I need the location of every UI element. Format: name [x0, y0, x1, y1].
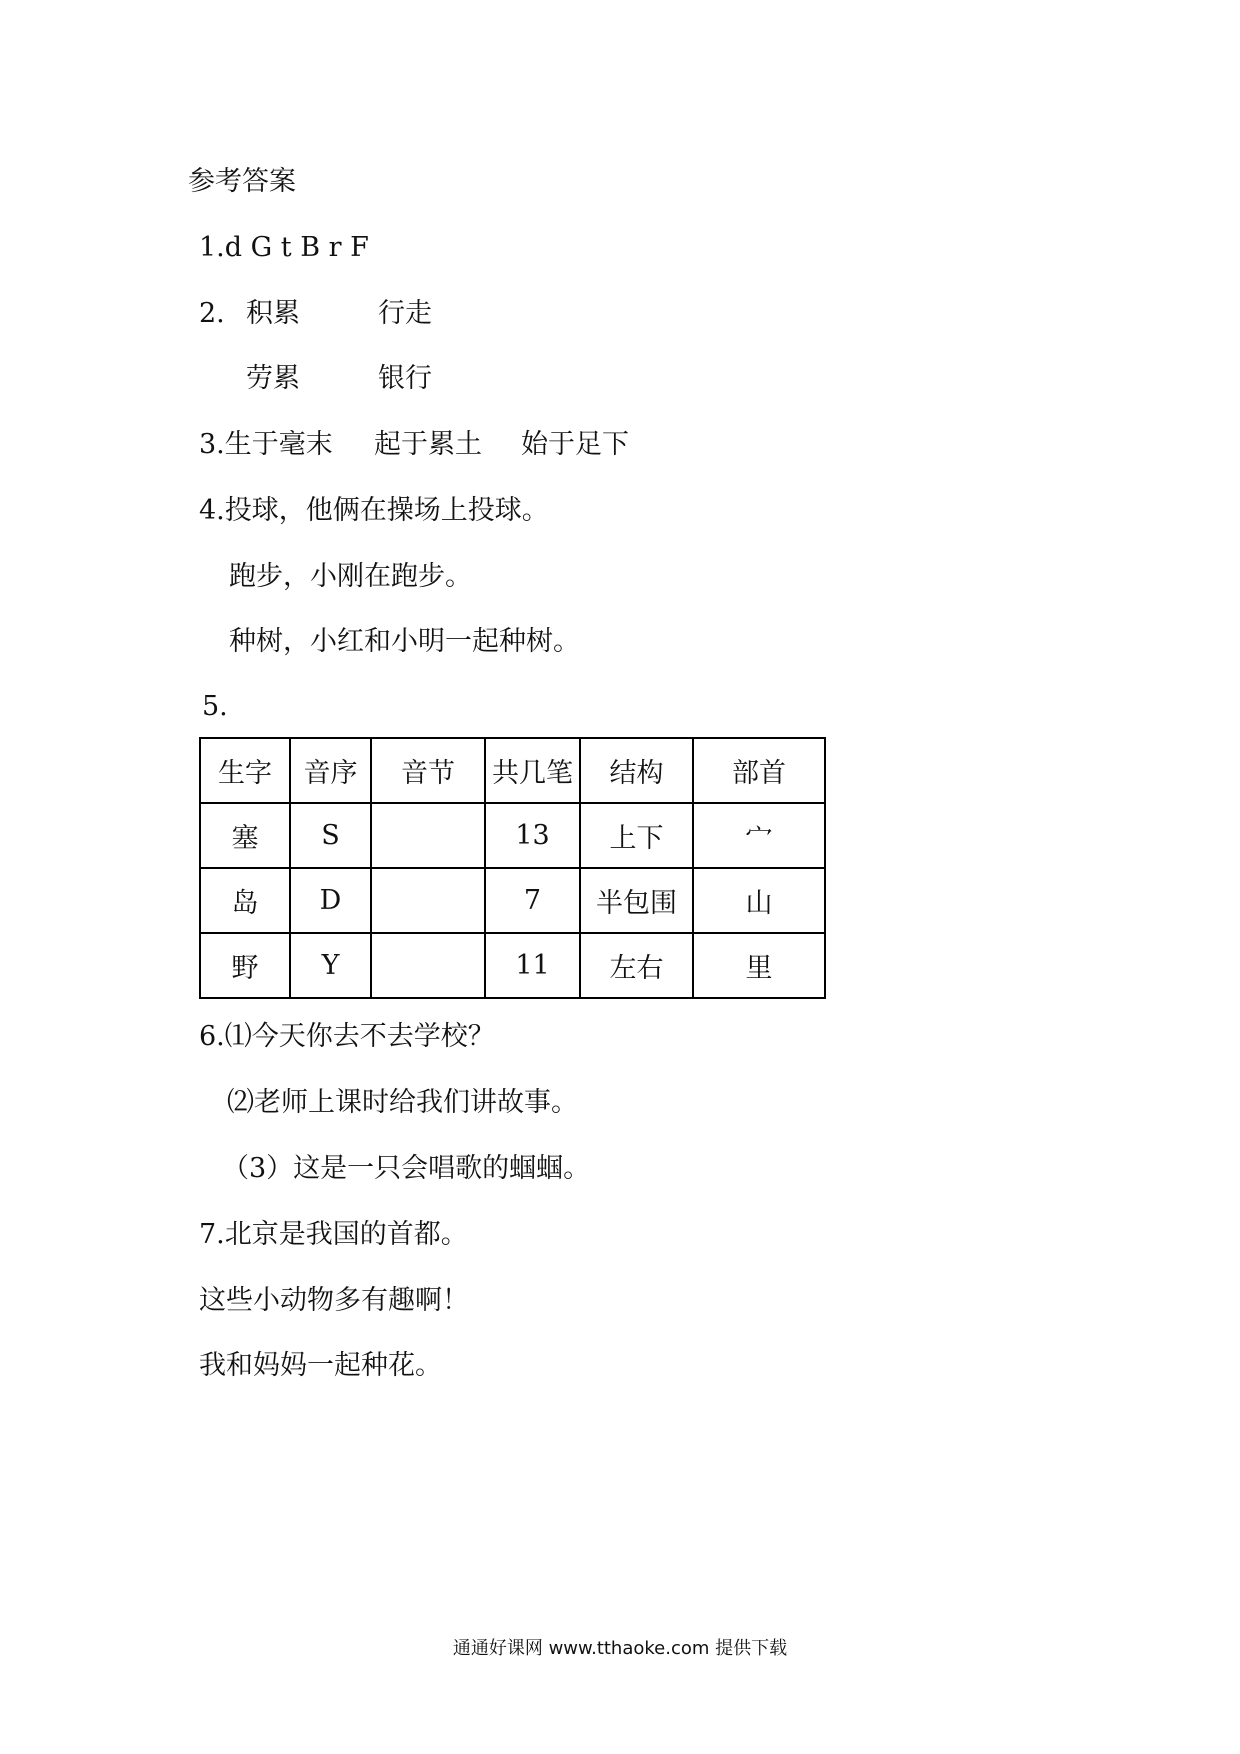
table-header-cell: 音节 — [371, 738, 485, 803]
table-cell: 宀 — [693, 803, 825, 868]
table-header-cell: 结构 — [580, 738, 693, 803]
table-row — [200, 803, 825, 868]
table-cell: 岛 — [200, 868, 290, 933]
table-cell: S — [290, 803, 371, 868]
table-cell: 7 — [485, 868, 580, 933]
table-cell — [371, 803, 485, 868]
table-header-row — [200, 738, 825, 803]
table-cell: 野 — [200, 933, 290, 998]
table-cell: 11 — [485, 933, 580, 998]
table-cell — [371, 868, 485, 933]
answer-2-word: 积累 — [246, 298, 300, 329]
answer-4-line: 种树，小红和小明一起种树。 — [229, 626, 580, 657]
doc-title: 参考答案 — [188, 166, 296, 197]
table-header-cell: 音序 — [290, 738, 371, 803]
answer-7-line: 我和妈妈一起种花。 — [199, 1350, 442, 1381]
answer-4-line: 跑步，小刚在跑步。 — [229, 561, 472, 592]
table-cell: Y — [290, 933, 371, 998]
answer-6-line: （3）这是一只会唱歌的蝈蝈。 — [222, 1153, 591, 1184]
answer-7-line: 7.北京是我国的首都。 — [199, 1219, 468, 1250]
table-header-cell: 生字 — [200, 738, 290, 803]
table-cell: 13 — [485, 803, 580, 868]
answer-7-line: 这些小动物多有趣啊！ — [199, 1285, 469, 1316]
answer-2-number: 2. — [199, 298, 225, 329]
answer-2-word: 行走 — [378, 298, 432, 329]
answer-3-part: 起于累土 — [374, 429, 482, 460]
answer-5-label: 5. — [202, 691, 228, 722]
answer-2-word: 银行 — [378, 363, 432, 394]
answer-4-line: 4.投球，他俩在操场上投球。 — [199, 495, 549, 526]
answer-1: 1.d G t B r F — [199, 232, 369, 263]
table-header-cell: 部首 — [693, 738, 825, 803]
table-cell: 左右 — [580, 933, 693, 998]
table-cell: 山 — [693, 868, 825, 933]
footer-credit: 通通好课网 www.tthaoke.com 提供下载 — [452, 1638, 788, 1659]
table-cell: 上下 — [580, 803, 693, 868]
table-cell: 半包围 — [580, 868, 693, 933]
table-cell: 里 — [693, 933, 825, 998]
answer-2-word: 劳累 — [246, 363, 300, 394]
table-cell — [371, 933, 485, 998]
table-header-cell: 共几笔 — [485, 738, 580, 803]
table-cell: D — [290, 868, 371, 933]
answer-3-part: 始于足下 — [521, 429, 629, 460]
table-row — [200, 868, 825, 933]
answer-6-line: 6.⑴今天你去不去学校？ — [199, 1021, 495, 1052]
table-cell: 塞 — [200, 803, 290, 868]
table-row — [200, 933, 825, 998]
answer-3-part: 3.生于毫末 — [199, 429, 333, 460]
character-table — [199, 737, 826, 999]
answer-6-line: ⑵老师上课时给我们讲故事。 — [227, 1087, 578, 1118]
